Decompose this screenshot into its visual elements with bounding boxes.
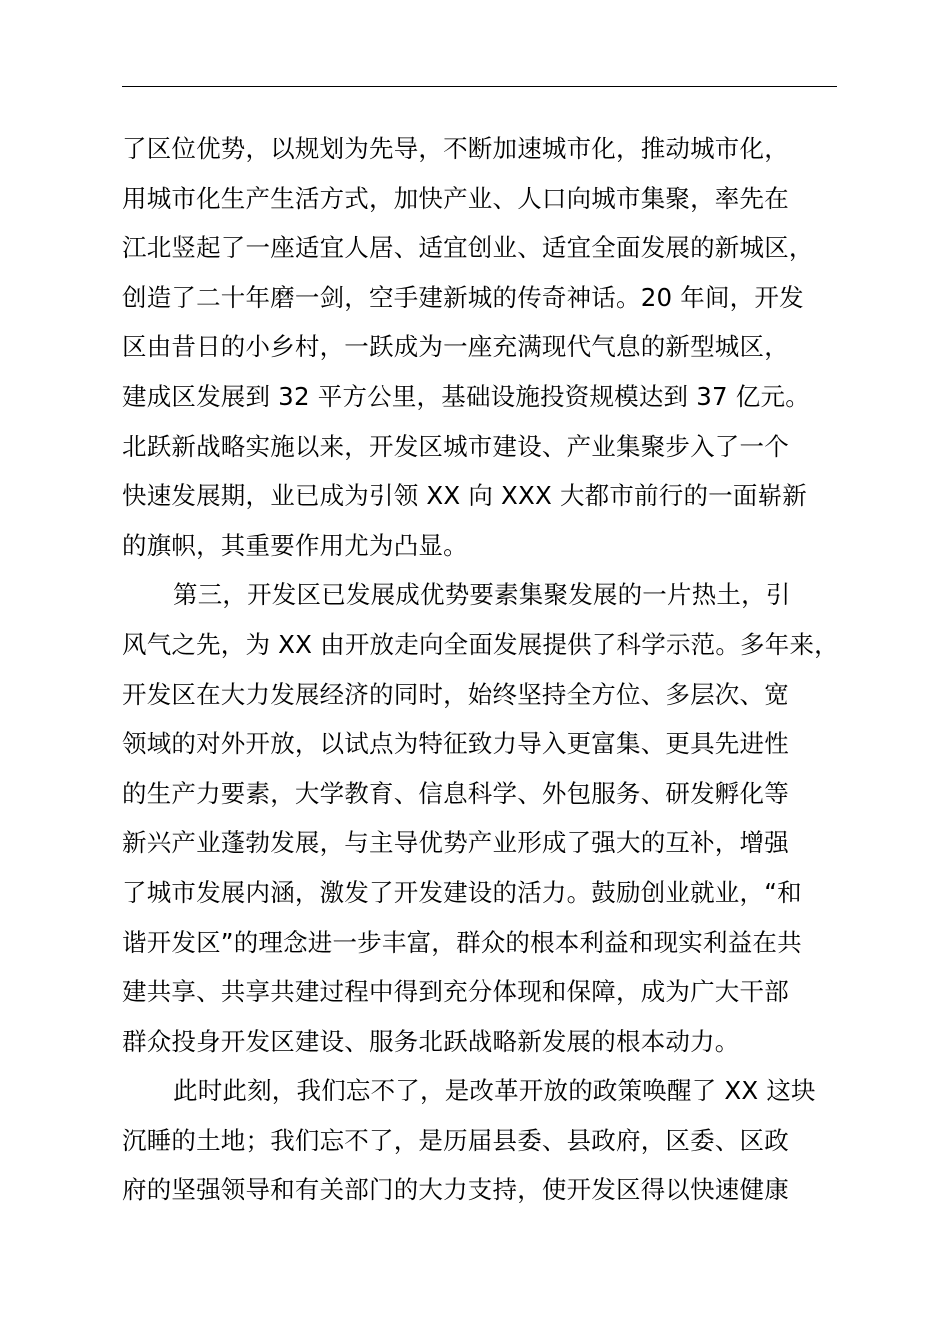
text-line: 群众投身开发区建设、服务北跃战略新发展的根本动力。 <box>122 1026 740 1056</box>
text-line: 此时此刻，我们忘不了，是改革开放的政策唤醒了 XX 这块 <box>173 1076 816 1106</box>
text-line: 建成区发展到 32 平方公里，基础设施投资规模达到 37 亿元。 <box>122 381 810 411</box>
header-rule <box>122 86 837 87</box>
text-line: 的旗帜，其重要作用尤为凸显。 <box>122 530 468 560</box>
text-line: 创造了二十年磨一剑，空手建新城的传奇神话。20 年间，开发 <box>122 282 804 312</box>
text-line: 谐开发区”的理念进一步丰富，群众的根本利益和现实利益在共 <box>122 927 802 957</box>
text-line: 沉睡的土地；我们忘不了，是历届县委、县政府，区委、区政 <box>122 1125 789 1155</box>
text-line: 建共享、共享共建过程中得到充分体现和保障，成为广大干部 <box>122 977 789 1007</box>
text-line: 用城市化生产生活方式，加快产业、人口向城市集聚，率先在 <box>122 183 789 213</box>
text-line: 风气之先，为 XX 由开放走向全面发展提供了科学示范。多年来， <box>122 629 839 659</box>
text-line: 第三，开发区已发展成优势要素集聚发展的一片热土，引 <box>173 580 791 610</box>
text-line: 府的坚强领导和有关部门的大力支持，使开发区得以快速健康 <box>122 1175 789 1205</box>
text-line: 新兴产业蓬勃发展，与主导优势产业形成了强大的互补，增强 <box>122 828 789 858</box>
text-line: 区由昔日的小乡村，一跃成为一座充满现代气息的新型城区， <box>122 332 789 362</box>
text-line: 的生产力要素，大学教育、信息科学、外包服务、研发孵化等 <box>122 778 789 808</box>
text-line: 北跃新战略实施以来，开发区城市建设、产业集聚步入了一个 <box>122 431 789 461</box>
text-line: 江北竖起了一座适宜人居、适宜创业、适宜全面发展的新城区， <box>122 233 814 263</box>
text-line: 开发区在大力发展经济的同时，始终坚持全方位、多层次、宽 <box>122 679 789 709</box>
text-line: 快速发展期，业已成为引领 XX 向 XXX 大都市前行的一面崭新 <box>122 481 807 511</box>
text-line: 领域的对外开放，以试点为特征致力导入更富集、更具先进性 <box>122 729 789 759</box>
body-text <box>122 124 882 1215</box>
text-line: 了城市发展内涵，激发了开发建设的活力。鼓励创业就业，“和 <box>122 877 802 907</box>
text-line: 了区位优势，以规划为先导，不断加速城市化，推动城市化， <box>122 134 789 163</box>
